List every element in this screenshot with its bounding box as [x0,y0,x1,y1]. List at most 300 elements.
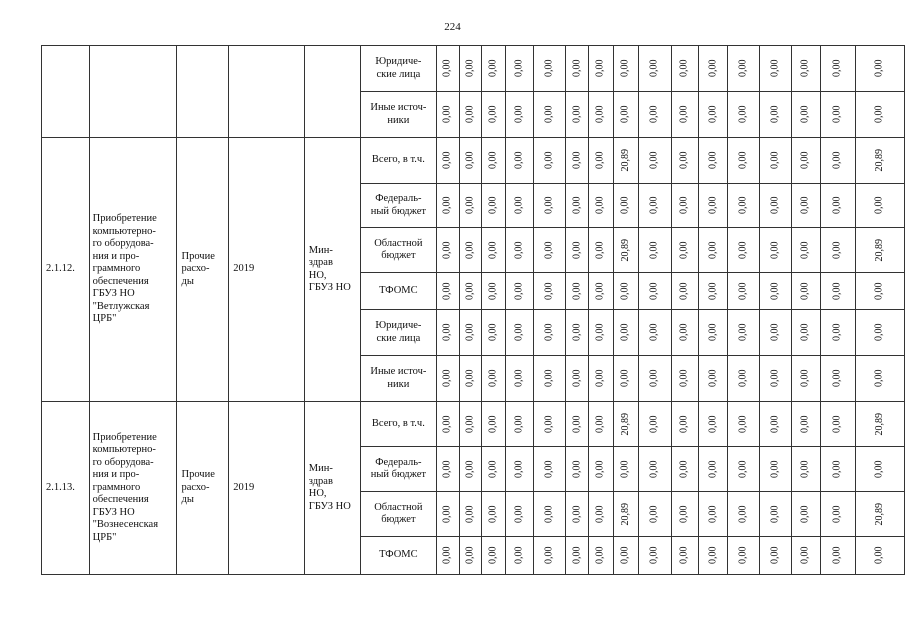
value-cell [436,310,459,356]
value-text: 0,00 [737,151,749,170]
value-cell [436,356,459,402]
expense-type-line: ды [181,494,194,506]
value-text: 0,00 [619,105,631,124]
value-cell [589,273,613,310]
value-text: 0,00 [464,369,476,388]
value-text: 0,00 [769,546,781,565]
executor-cell [304,402,360,575]
value-cell [760,356,792,402]
funding-source-line: Всего, в т.ч. [371,417,425,429]
value-text: 0,00 [543,282,555,300]
expense-type-cell [177,402,229,575]
value-text: 0,00 [799,105,811,124]
funding-source-line: ские лица [376,68,421,80]
value-cell [566,402,589,447]
value-text: 0,00 [487,282,499,300]
value-cell [671,402,698,447]
value-text: 0,00 [831,59,843,78]
value-cell [821,228,856,273]
item-name-cell [89,138,177,402]
value-text: 0,00 [513,369,525,388]
value-text: 0,00 [648,505,660,523]
value-text: 20,89 [619,502,631,526]
value-cell [482,356,506,402]
value-text: 0,00 [769,151,781,170]
value-cell [699,138,728,184]
value-text: 0,00 [737,460,749,478]
value-text: 0,00 [464,59,476,78]
value-cell [760,228,792,273]
value-text: 0,00 [543,196,555,215]
value-cell [728,447,760,492]
value-cell [699,356,728,402]
executor-line: Мин- [308,244,333,256]
value-text: 0,00 [464,546,476,565]
value-cell [436,228,459,273]
value-text: 0,00 [543,369,555,388]
value-cell [533,46,566,92]
value-cell [728,492,760,537]
item-name-cell [89,402,177,575]
item-name-line: "Вознесенская [92,519,159,531]
value-text: 0,00 [619,323,631,342]
value-cell [566,356,589,402]
value-cell [639,92,672,138]
item-name-line: ния и про- [92,250,140,262]
value-cell [589,228,613,273]
year-cell [229,46,305,138]
funding-source-cell [361,184,437,228]
value-cell [533,228,566,273]
value-cell [671,492,698,537]
value-text: 0,00 [873,546,885,565]
value-text: 0,00 [619,282,631,300]
value-text: 0,00 [487,241,499,259]
item-name-line: го оборудова- [92,456,154,468]
value-text: 0,00 [441,546,453,565]
value-text: 0,00 [648,460,660,478]
value-text: 0,00 [594,59,606,78]
page-number: 224 [444,21,461,33]
value-text: 0,00 [464,505,476,523]
value-text: 0,00 [619,369,631,388]
value-text: 0,00 [737,323,749,342]
value-text: 0,00 [441,105,453,124]
value-text: 0,00 [619,59,631,78]
value-cell [459,310,481,356]
value-cell [533,310,566,356]
value-text: 0,00 [513,546,525,565]
value-text: 0,00 [799,59,811,78]
value-cell [482,138,506,184]
value-cell [613,138,639,184]
executor-line: ГБУЗ НО [308,282,351,293]
value-text: 0,00 [513,282,525,300]
value-cell [821,46,856,92]
value-text: 0,00 [707,415,719,433]
value-cell [821,92,856,138]
value-text: 0,00 [831,105,843,124]
value-text: 0,00 [441,196,453,215]
funding-source-line: ный бюджет [370,469,427,480]
value-text: 0,00 [464,415,476,433]
value-text: 0,00 [707,546,719,565]
value-cell [533,537,566,575]
value-text: 0,00 [769,241,781,259]
value-cell [699,537,728,575]
value-text: 0,00 [543,460,555,478]
value-text: 0,00 [678,105,690,124]
value-text: 0,00 [707,59,719,78]
value-cell [671,310,698,356]
value-text: 20,89 [873,149,885,172]
expense-type-line: Прочие [181,469,215,481]
value-cell [589,492,613,537]
value-text: 0,00 [513,105,525,124]
value-text: 0,00 [678,151,690,170]
value-text: 0,00 [648,546,660,565]
funding-source-line: ный бюджет [370,205,427,217]
value-text: 0,00 [441,282,453,300]
value-cell [856,537,905,575]
value-text: 0,00 [799,196,811,215]
value-cell [589,184,613,228]
value-text: 20,89 [873,412,885,436]
value-cell [699,228,728,273]
value-text: 0,00 [594,282,606,300]
value-cell [566,46,589,92]
value-text: 0,00 [513,196,525,215]
funding-source-line: ники [387,114,410,126]
value-text: 0,00 [464,282,476,300]
value-cell [613,92,639,138]
value-text: 0,00 [831,460,843,478]
value-cell [436,402,459,447]
value-text: 0,00 [648,241,660,259]
value-cell [459,537,481,575]
value-text: 0,00 [487,505,499,523]
value-text: 0,00 [769,282,781,300]
value-text: 0,00 [543,323,555,342]
value-cell [506,310,533,356]
value-text: 0,00 [873,323,885,342]
value-cell [533,447,566,492]
value-cell [760,92,792,138]
value-cell [760,447,792,492]
value-cell [821,356,856,402]
value-cell [613,184,639,228]
value-cell [459,402,481,447]
funding-source-cell [361,447,437,492]
value-cell [482,447,506,492]
value-cell [821,273,856,310]
value-text: 0,00 [513,59,525,78]
value-text: 0,00 [594,460,606,478]
item-name-line: граммного [92,263,141,275]
value-cell [566,184,589,228]
value-cell [566,447,589,492]
value-text: 0,00 [769,369,781,388]
value-text: 0,00 [799,460,811,478]
value-text: 0,00 [831,282,843,300]
value-cell [671,537,698,575]
value-cell [589,92,613,138]
value-cell [671,138,698,184]
funding-source-line: Областной [374,501,423,513]
value-text: 0,00 [594,151,606,170]
value-text: 0,00 [873,460,885,478]
funding-source-line: ТФОМС [379,284,418,296]
value-cell [459,184,481,228]
value-cell [760,46,792,92]
value-cell [459,92,481,138]
value-text: 0,00 [737,369,749,388]
value-text: 0,00 [571,282,583,300]
value-cell [566,92,589,138]
value-text: 0,00 [707,241,719,259]
item-name-line: ЦРБ" [92,531,117,543]
value-text: 0,00 [571,415,583,433]
funding-source-cell [361,310,437,356]
value-cell [699,447,728,492]
value-text: 0,00 [487,369,499,388]
value-cell [728,46,760,92]
value-text: 0,00 [594,241,606,259]
value-text: 0,00 [464,105,476,124]
value-cell [436,184,459,228]
item-number-cell [42,46,90,138]
value-text: 0,00 [799,282,811,300]
value-cell [856,184,905,228]
value-cell [728,402,760,447]
value-text: 0,00 [441,369,453,388]
value-text: 0,00 [648,196,660,215]
value-text: 0,00 [678,282,690,300]
value-cell [436,273,459,310]
value-text: 0,00 [543,59,555,78]
value-text: 0,00 [831,151,843,170]
value-text: 0,00 [464,151,476,170]
value-text: 0,00 [769,505,781,523]
value-cell [728,184,760,228]
value-text: 0,00 [648,282,660,300]
value-cell [533,402,566,447]
value-text: 0,00 [799,241,811,259]
value-cell [856,46,905,92]
value-text: 0,00 [441,241,453,259]
value-text: 0,00 [678,241,690,259]
item-name-line: граммного [92,481,141,493]
value-cell [639,492,672,537]
funding-source-cell [361,356,437,402]
value-cell [566,492,589,537]
value-cell [533,273,566,310]
value-cell [613,492,639,537]
item-name-line: го оборудова- [92,238,154,250]
value-text: 0,00 [571,369,583,388]
expense-type-line: расхо- [181,481,210,493]
value-cell [482,402,506,447]
executor-line: здрав [308,257,333,268]
value-text: 0,00 [648,323,660,342]
value-cell [459,447,481,492]
value-text: 0,00 [441,59,453,78]
value-cell [566,310,589,356]
item-name-line: ГБУЗ НО [92,288,135,300]
value-text: 0,00 [487,546,499,565]
year-cell: 2019 [229,138,305,402]
executor-line: ГБУЗ НО [308,500,351,512]
value-cell [613,356,639,402]
value-cell [856,447,905,492]
value-text: 0,00 [594,323,606,342]
value-text: 20,89 [619,149,631,172]
value-cell [459,138,481,184]
value-cell [613,310,639,356]
value-cell [856,492,905,537]
value-cell [482,184,506,228]
value-text: 0,00 [464,323,476,342]
value-text: 0,00 [648,415,660,433]
funding-source-line: Федераль- [375,456,422,468]
value-text: 0,00 [487,415,499,433]
value-cell [671,273,698,310]
value-cell [791,356,820,402]
value-cell [436,92,459,138]
value-cell [791,492,820,537]
value-cell [639,537,672,575]
item-name-line: ЦРБ" [92,313,117,325]
item-name-line: ния и про- [92,469,140,481]
value-text: 0,00 [678,460,690,478]
value-cell [791,228,820,273]
value-cell [482,92,506,138]
value-cell [482,228,506,273]
value-cell [791,184,820,228]
executor-line: НО, [308,488,327,499]
value-text: 0,00 [543,546,555,565]
value-text: 0,00 [571,505,583,523]
expense-type-line: расхо- [181,263,210,275]
value-cell [856,92,905,138]
value-cell [436,537,459,575]
value-text: 20,89 [873,238,885,262]
value-cell [482,273,506,310]
value-text: 0,00 [648,59,660,78]
item-name-line: обеспечения [92,275,149,287]
value-text: 0,00 [619,196,631,215]
value-cell [821,138,856,184]
value-cell [639,228,672,273]
value-cell [728,138,760,184]
value-text: 0,00 [831,196,843,215]
value-text: 0,00 [594,505,606,523]
value-text: 0,00 [464,196,476,215]
value-text: 0,00 [594,196,606,215]
funding-source-cell [361,138,437,184]
value-cell [728,228,760,273]
value-text: 0,00 [769,105,781,124]
value-cell [699,92,728,138]
value-cell [821,537,856,575]
value-text: 0,00 [594,546,606,565]
value-text: 0,00 [594,369,606,388]
value-cell [639,184,672,228]
value-cell [459,273,481,310]
value-cell [760,537,792,575]
value-text: 0,00 [648,105,660,124]
value-cell [728,537,760,575]
value-text: 0,00 [678,369,690,388]
value-cell [506,447,533,492]
value-cell [436,46,459,92]
value-text: 0,00 [678,59,690,78]
value-cell [639,402,672,447]
value-cell [728,310,760,356]
funding-source-line: Юридиче- [375,56,422,67]
value-text: 0,00 [571,151,583,170]
value-cell [589,46,613,92]
value-cell [856,310,905,356]
value-text: 0,00 [831,505,843,523]
executor-cell [304,138,360,402]
funding-source-line: ники [387,378,410,390]
value-text: 0,00 [831,323,843,342]
value-cell [856,273,905,310]
value-cell [699,310,728,356]
value-cell [566,228,589,273]
expense-type-line: Прочие [181,250,215,262]
value-text: 0,00 [737,546,749,565]
value-cell [671,447,698,492]
value-cell [506,138,533,184]
funding-source-cell [361,228,437,273]
value-cell [613,228,639,273]
item-name-line: Приобретение [92,431,157,443]
value-text: 0,00 [571,323,583,342]
value-text: 0,00 [678,546,690,565]
value-cell [791,537,820,575]
funding-source-cell [361,492,437,537]
value-cell [699,46,728,92]
value-text: 0,00 [571,196,583,215]
item-number-cell: 2.1.13. [42,402,90,575]
value-text: 0,00 [441,323,453,342]
expense-type-cell [177,46,229,138]
item-name-line: "Ветлужская [92,300,150,312]
value-text: 0,00 [571,546,583,565]
value-text: 0,00 [487,59,499,78]
value-text: 0,00 [441,151,453,170]
value-text: 0,00 [513,323,525,342]
value-text: 20,89 [873,502,885,526]
value-cell [589,138,613,184]
funding-source-line: бюджет [381,514,416,525]
value-text: 0,00 [831,415,843,433]
value-cell [436,447,459,492]
value-text: 0,00 [799,546,811,565]
value-text: 0,00 [737,196,749,215]
value-cell [482,46,506,92]
funding-source-cell [361,92,437,138]
value-text: 0,00 [571,241,583,259]
executor-line: здрав [308,475,333,487]
value-cell [566,273,589,310]
value-text: 0,00 [737,415,749,433]
value-text: 0,00 [831,546,843,565]
item-name-line: компьютерно- [92,225,156,237]
value-text: 0,00 [487,151,499,170]
